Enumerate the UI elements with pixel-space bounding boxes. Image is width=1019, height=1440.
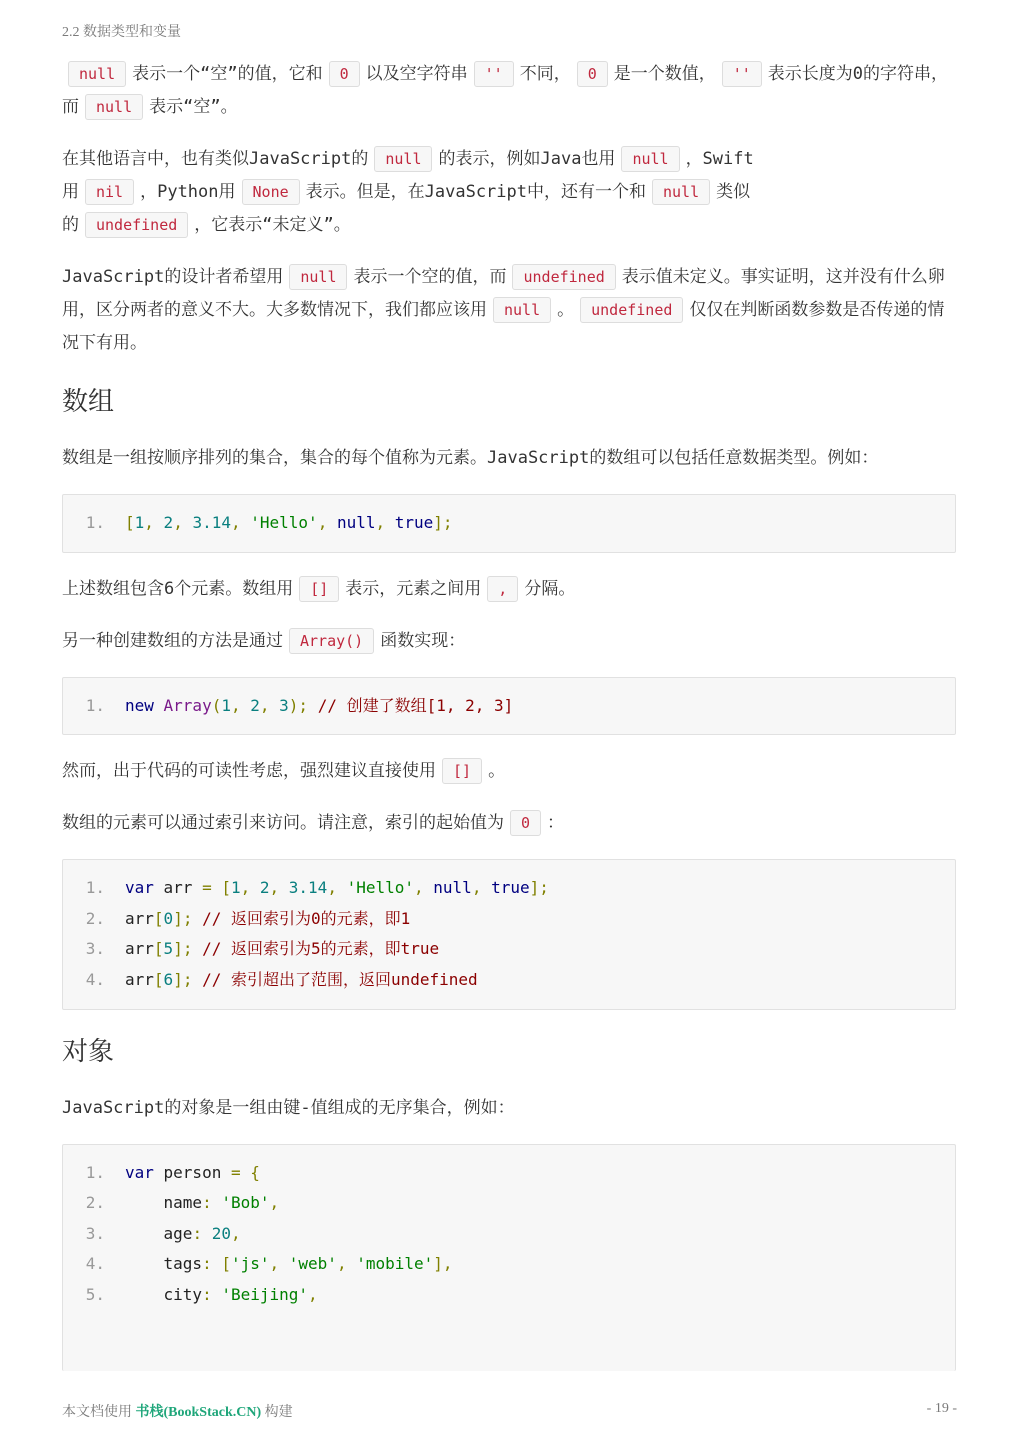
paragraph-array-intro (62, 442, 956, 475)
inline-code: 0 (577, 61, 608, 87)
inline-code: null (68, 61, 126, 87)
text: 表示“空”。 (149, 97, 238, 117)
text: 分隔。 (524, 578, 576, 599)
line-number: 3. (85, 939, 105, 959)
code-comment: // 索引超出了范围，返回undefined (202, 969, 478, 989)
text: 数组是一组按顺序排列的集合，集合的每个值称为元素。JavaScript的数组可以包括任意数据类型。例如： (62, 448, 879, 468)
code-line: 1. new Array(1, 2, 3); // 创建了数组[1, 2, 3] (63, 691, 955, 722)
paragraph-array-notation (62, 573, 956, 606)
code-block-array-literal (62, 494, 956, 553)
paragraph-other-languages (62, 143, 956, 242)
code-block-new-array (62, 677, 956, 736)
line-number: 5. (85, 1284, 105, 1304)
text: 函数实现： (380, 630, 466, 651)
code-line: 1. [1, 2, 3.14, 'Hello', null, true]; (63, 508, 955, 539)
text: 以及空字符串 (365, 64, 468, 84)
text: 另一种创建数组的方法是通过 (62, 630, 283, 651)
code-comment: // 返回索引为5的元素，即true (202, 939, 440, 959)
inline-code: undefined (580, 297, 683, 323)
code-block-object (62, 1144, 956, 1371)
text: ，Python用 (140, 182, 236, 202)
code-line: 5. city: 'Beijing', (63, 1280, 955, 1311)
inline-code: [] (442, 758, 482, 784)
text: 不同， (519, 64, 571, 84)
line-number: 4. (85, 1254, 105, 1274)
code-line: 3. age: 20, (63, 1219, 955, 1250)
text: 用 (62, 182, 79, 202)
inline-code: null (374, 146, 432, 172)
inline-code: '' (722, 61, 762, 87)
text: 。 (488, 761, 506, 782)
inline-code: '' (474, 61, 514, 87)
section-heading-array: 数组 (62, 387, 115, 417)
text: 是一个数值， (613, 64, 716, 84)
code-comment: // 返回索引为0的元素，即1 (202, 908, 411, 928)
text: ，Swift (685, 149, 754, 169)
text: 然而，出于代码的可读性考虑，强烈建议直接使用 (62, 761, 436, 782)
code-line: 4. tags: ['js', 'web', 'mobile'], (63, 1249, 955, 1280)
line-number: 4. (85, 969, 105, 989)
line-number: 2. (85, 1193, 105, 1213)
line-number: 3. (85, 1223, 105, 1243)
inline-code: undefined (85, 212, 188, 238)
inline-code: nil (85, 179, 134, 205)
line-number: 1. (85, 513, 105, 532)
code-comment: // 创建了数组[1, 2, 3] (317, 695, 514, 715)
text: 的 (62, 215, 79, 235)
line-number: 1. (85, 878, 105, 898)
text: 类似 (716, 182, 751, 202)
paragraph-readability (62, 755, 956, 788)
paragraph-null-intro (62, 58, 956, 124)
section-heading-object: 对象 (62, 1036, 115, 1067)
footer-prefix: 本文档使用 (62, 1405, 132, 1420)
text: ： (547, 813, 565, 834)
text: 表示一个空的值，而 (353, 267, 507, 287)
document-body (62, 58, 956, 1380)
paragraph-null-vs-undefined (62, 261, 956, 360)
text: 表示一个“空”的值，它和 (132, 64, 323, 84)
inline-code: undefined (512, 264, 615, 290)
code-line: 2. name: 'Bob', (63, 1188, 955, 1219)
code-line: 4. arr[6]; // 索引超出了范围，返回undefined (63, 965, 955, 996)
code-line: 3. arr[5]; // 返回索引为5的元素，即true (63, 934, 955, 965)
text: 。 (557, 300, 575, 320)
paragraph-array-function (62, 625, 956, 658)
inline-code: null (493, 297, 551, 323)
text: 在其他语言中，也有类似JavaScript的 (62, 149, 369, 169)
text: 仅仅在判断函数参数是否传递的情况下有用。 (62, 300, 945, 353)
inline-code: 0 (329, 61, 360, 87)
text: 表示长度为0的字符串，而 (62, 64, 949, 117)
footer-suffix: 构建 (264, 1405, 293, 1420)
inline-code: null (85, 94, 143, 120)
paragraph-object-intro (62, 1092, 956, 1125)
text: 表示值未定义。事实证明，这并没有什么卵用，区分两者的意义不大。大多数情况下，我们都应该用 (62, 267, 945, 320)
page-number: - 19 - (926, 1401, 957, 1416)
text: 的表示，例如Java也用 (438, 149, 616, 169)
text: JavaScript的设计者希望用 (62, 267, 284, 287)
inline-code: None (242, 179, 300, 205)
inline-code: 0 (510, 810, 541, 836)
page-header: 2.2 数据类型和变量 (62, 25, 181, 40)
code-line: 1. var person = { (63, 1158, 955, 1189)
text: 表示，元素之间用 (345, 578, 482, 599)
paragraph-index-access (62, 807, 956, 840)
line-number: 1. (85, 1162, 105, 1182)
text: 上述数组包含6个元素。数组用 (62, 578, 294, 599)
code-line: 2. arr[0]; // 返回索引为0的元素，即1 (63, 904, 955, 935)
inline-code: , (487, 576, 518, 602)
text: 数组的元素可以通过索引来访问。请注意，索引的起始值为 (62, 813, 504, 834)
line-number: 2. (85, 908, 105, 928)
text: 表示。但是，在JavaScript中，还有一个和 (305, 182, 646, 202)
text: JavaScript的对象是一组由键-值组成的无序集合，例如： (62, 1097, 515, 1118)
page-footer (62, 1401, 293, 1421)
inline-code: null (289, 264, 347, 290)
inline-code: [] (299, 576, 339, 602)
line-number: 1. (85, 695, 105, 715)
inline-code: null (652, 179, 710, 205)
code-line: 1. var arr = [1, 2, 3.14, 'Hello', null, true]; (63, 873, 955, 904)
inline-code: null (621, 146, 679, 172)
code-block-array-index (62, 859, 956, 1009)
inline-code: Array() (289, 628, 374, 654)
bookstack-link[interactable]: 书栈(BookStack.CN) (135, 1405, 262, 1420)
text: ，它表示“未定义”。 (194, 215, 351, 235)
